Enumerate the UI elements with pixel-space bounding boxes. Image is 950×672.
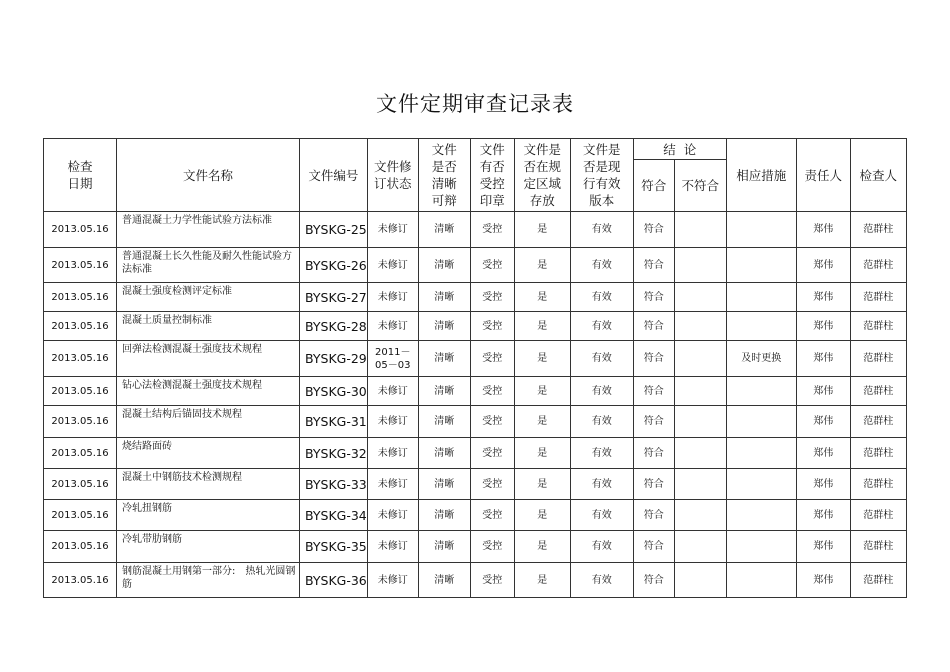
cell-file-code: BYSKG-28: [300, 312, 368, 341]
cell-control-stamp: 受控: [470, 248, 514, 283]
cell-measures: [726, 438, 796, 469]
header-conform: 符合: [633, 160, 674, 212]
cell-check-date: 2013.05.16: [44, 312, 117, 341]
cell-file-name: 钢筋混凝土用钢第一部分: 热轧光圆钢筋: [117, 563, 300, 598]
table-row: [44, 500, 907, 531]
cell-nonconform: [674, 563, 726, 598]
cell-file-code: BYSKG-34: [300, 500, 368, 531]
header-inspector: 检查人: [850, 139, 906, 212]
cell-responsible: 郑伟: [796, 341, 850, 377]
cell-storage-location: 是: [514, 469, 570, 500]
cell-check-date: 2013.05.16: [44, 531, 117, 563]
cell-storage-location: 是: [514, 283, 570, 312]
cell-file-code: BYSKG-35: [300, 531, 368, 563]
cell-check-date: 2013.05.16: [44, 377, 117, 406]
cell-inspector: 范群柱: [850, 341, 906, 377]
cell-file-name: 普通混凝土力学性能试验方法标准: [117, 212, 300, 248]
cell-file-name: 钻心法检测混凝土强度技术规程: [117, 377, 300, 406]
cell-file-name: 烧结路面砖: [117, 438, 300, 469]
cell-measures: [726, 212, 796, 248]
cell-clarity: 清晰: [418, 312, 470, 341]
cell-control-stamp: 受控: [470, 377, 514, 406]
cell-conform: 符合: [633, 563, 674, 598]
cell-file-name: 普通混凝土长久性能及耐久性能试验方法标准: [117, 248, 300, 283]
cell-clarity: 清晰: [418, 531, 470, 563]
cell-storage-location: 是: [514, 377, 570, 406]
cell-measures: [726, 406, 796, 438]
header-storage-location: 文件是 否在规 定区域 存放: [514, 139, 570, 212]
cell-check-date: 2013.05.16: [44, 500, 117, 531]
header-responsible: 责任人: [796, 139, 850, 212]
cell-clarity: 清晰: [418, 377, 470, 406]
cell-clarity: 清晰: [418, 283, 470, 312]
cell-revision-status: 2011－ 05－03: [367, 341, 418, 377]
header-revision-status: 文件修 订状态: [367, 139, 418, 212]
cell-file-code: BYSKG-26: [300, 248, 368, 283]
table-row: [44, 248, 907, 283]
cell-file-name: 混凝土中钢筋技术检测规程: [117, 469, 300, 500]
header-file-name: 文件名称: [117, 139, 300, 212]
cell-storage-location: 是: [514, 531, 570, 563]
cell-revision-status: 未修订: [367, 563, 418, 598]
cell-responsible: 郑伟: [796, 469, 850, 500]
cell-conform: 符合: [633, 341, 674, 377]
table-row: [44, 469, 907, 500]
cell-file-code: BYSKG-31: [300, 406, 368, 438]
cell-storage-location: 是: [514, 248, 570, 283]
cell-nonconform: [674, 212, 726, 248]
cell-file-name: 混凝土强度检测评定标准: [117, 283, 300, 312]
cell-file-code: BYSKG-27: [300, 283, 368, 312]
cell-revision-status: 未修订: [367, 531, 418, 563]
cell-conform: 符合: [633, 438, 674, 469]
cell-control-stamp: 受控: [470, 438, 514, 469]
cell-valid-version: 有效: [570, 341, 633, 377]
cell-inspector: 范群柱: [850, 438, 906, 469]
cell-control-stamp: 受控: [470, 406, 514, 438]
cell-clarity: 清晰: [418, 500, 470, 531]
cell-nonconform: [674, 469, 726, 500]
cell-file-code: BYSKG-33: [300, 469, 368, 500]
cell-check-date: 2013.05.16: [44, 406, 117, 438]
cell-file-name: 回弹法检测混凝土强度技术规程: [117, 341, 300, 377]
cell-nonconform: [674, 248, 726, 283]
cell-conform: 符合: [633, 283, 674, 312]
cell-measures: [726, 248, 796, 283]
cell-valid-version: 有效: [570, 377, 633, 406]
cell-conform: 符合: [633, 377, 674, 406]
cell-revision-status: 未修订: [367, 406, 418, 438]
cell-file-code: BYSKG-29: [300, 341, 368, 377]
cell-measures: 及时更换: [726, 341, 796, 377]
cell-measures: [726, 312, 796, 341]
cell-control-stamp: 受控: [470, 341, 514, 377]
cell-file-name: 冷轧带肋钢筋: [117, 531, 300, 563]
cell-control-stamp: 受控: [470, 469, 514, 500]
cell-responsible: 郑伟: [796, 563, 850, 598]
cell-responsible: 郑伟: [796, 283, 850, 312]
cell-measures: [726, 377, 796, 406]
cell-revision-status: 未修订: [367, 212, 418, 248]
cell-conform: 符合: [633, 500, 674, 531]
cell-check-date: 2013.05.16: [44, 212, 117, 248]
cell-inspector: 范群柱: [850, 500, 906, 531]
cell-revision-status: 未修订: [367, 500, 418, 531]
header-file-code: 文件编号: [300, 139, 368, 212]
cell-nonconform: [674, 283, 726, 312]
cell-check-date: 2013.05.16: [44, 563, 117, 598]
cell-inspector: 范群柱: [850, 248, 906, 283]
table-row: [44, 212, 907, 248]
cell-revision-status: 未修订: [367, 312, 418, 341]
cell-clarity: 清晰: [418, 469, 470, 500]
cell-control-stamp: 受控: [470, 500, 514, 531]
cell-nonconform: [674, 531, 726, 563]
cell-storage-location: 是: [514, 500, 570, 531]
table-row: [44, 312, 907, 341]
cell-revision-status: 未修订: [367, 469, 418, 500]
cell-control-stamp: 受控: [470, 212, 514, 248]
cell-file-code: BYSKG-30: [300, 377, 368, 406]
cell-clarity: 清晰: [418, 406, 470, 438]
cell-storage-location: 是: [514, 406, 570, 438]
table-row: [44, 531, 907, 563]
cell-check-date: 2013.05.16: [44, 469, 117, 500]
cell-valid-version: 有效: [570, 500, 633, 531]
cell-valid-version: 有效: [570, 248, 633, 283]
table-row: [44, 377, 907, 406]
cell-conform: 符合: [633, 212, 674, 248]
cell-nonconform: [674, 377, 726, 406]
cell-control-stamp: 受控: [470, 312, 514, 341]
cell-control-stamp: 受控: [470, 283, 514, 312]
cell-measures: [726, 500, 796, 531]
cell-responsible: 郑伟: [796, 312, 850, 341]
cell-file-code: BYSKG-36: [300, 563, 368, 598]
cell-control-stamp: 受控: [470, 563, 514, 598]
cell-clarity: 清晰: [418, 212, 470, 248]
cell-responsible: 郑伟: [796, 377, 850, 406]
cell-responsible: 郑伟: [796, 406, 850, 438]
header-check-date: 检查 日期: [44, 139, 117, 212]
cell-responsible: 郑伟: [796, 531, 850, 563]
cell-control-stamp: 受控: [470, 531, 514, 563]
cell-measures: [726, 283, 796, 312]
cell-revision-status: 未修订: [367, 283, 418, 312]
cell-nonconform: [674, 312, 726, 341]
table-row: [44, 406, 907, 438]
table-row: [44, 341, 907, 377]
cell-measures: [726, 563, 796, 598]
cell-revision-status: 未修订: [367, 248, 418, 283]
cell-nonconform: [674, 500, 726, 531]
header-valid-version: 文件是 否是现 行有效 版本: [570, 139, 633, 212]
review-record-table: [43, 138, 907, 598]
cell-nonconform: [674, 341, 726, 377]
header-control-stamp: 文件 有否 受控 印章: [470, 139, 514, 212]
cell-revision-status: 未修订: [367, 438, 418, 469]
cell-conform: 符合: [633, 531, 674, 563]
cell-file-name: 冷轧扭钢筋: [117, 500, 300, 531]
cell-responsible: 郑伟: [796, 248, 850, 283]
cell-revision-status: 未修订: [367, 377, 418, 406]
cell-inspector: 范群柱: [850, 563, 906, 598]
cell-valid-version: 有效: [570, 531, 633, 563]
cell-nonconform: [674, 438, 726, 469]
cell-clarity: 清晰: [418, 438, 470, 469]
cell-inspector: 范群柱: [850, 469, 906, 500]
cell-measures: [726, 469, 796, 500]
table-row: [44, 438, 907, 469]
cell-storage-location: 是: [514, 438, 570, 469]
cell-conform: 符合: [633, 469, 674, 500]
cell-responsible: 郑伟: [796, 438, 850, 469]
cell-conform: 符合: [633, 406, 674, 438]
cell-conform: 符合: [633, 312, 674, 341]
cell-valid-version: 有效: [570, 438, 633, 469]
cell-inspector: 范群柱: [850, 212, 906, 248]
cell-clarity: 清晰: [418, 248, 470, 283]
cell-file-name: 混凝土质量控制标准: [117, 312, 300, 341]
cell-inspector: 范群柱: [850, 312, 906, 341]
cell-check-date: 2013.05.16: [44, 438, 117, 469]
cell-inspector: 范群柱: [850, 531, 906, 563]
cell-valid-version: 有效: [570, 283, 633, 312]
cell-valid-version: 有效: [570, 469, 633, 500]
cell-inspector: 范群柱: [850, 377, 906, 406]
table-row: [44, 283, 907, 312]
cell-file-code: BYSKG-25: [300, 212, 368, 248]
cell-inspector: 范群柱: [850, 406, 906, 438]
cell-check-date: 2013.05.16: [44, 283, 117, 312]
cell-valid-version: 有效: [570, 563, 633, 598]
cell-storage-location: 是: [514, 563, 570, 598]
cell-check-date: 2013.05.16: [44, 341, 117, 377]
cell-responsible: 郑伟: [796, 212, 850, 248]
header-measures: 相应措施: [726, 139, 796, 212]
cell-check-date: 2013.05.16: [44, 248, 117, 283]
cell-clarity: 清晰: [418, 563, 470, 598]
document-title: 文件定期审查记录表: [376, 92, 574, 116]
cell-responsible: 郑伟: [796, 500, 850, 531]
cell-measures: [726, 531, 796, 563]
cell-storage-location: 是: [514, 212, 570, 248]
cell-file-code: BYSKG-32: [300, 438, 368, 469]
cell-valid-version: 有效: [570, 312, 633, 341]
cell-valid-version: 有效: [570, 212, 633, 248]
cell-file-name: 混凝土结构后锚固技术规程: [117, 406, 300, 438]
header-nonconform: 不符合: [674, 160, 726, 212]
cell-storage-location: 是: [514, 341, 570, 377]
cell-storage-location: 是: [514, 312, 570, 341]
header-conclusion: 结 论: [633, 139, 726, 160]
cell-clarity: 清晰: [418, 341, 470, 377]
cell-nonconform: [674, 406, 726, 438]
cell-valid-version: 有效: [570, 406, 633, 438]
header-clarity: 文件 是否 清晰 可辩: [418, 139, 470, 212]
cell-conform: 符合: [633, 248, 674, 283]
table-row: [44, 563, 907, 598]
cell-inspector: 范群柱: [850, 283, 906, 312]
